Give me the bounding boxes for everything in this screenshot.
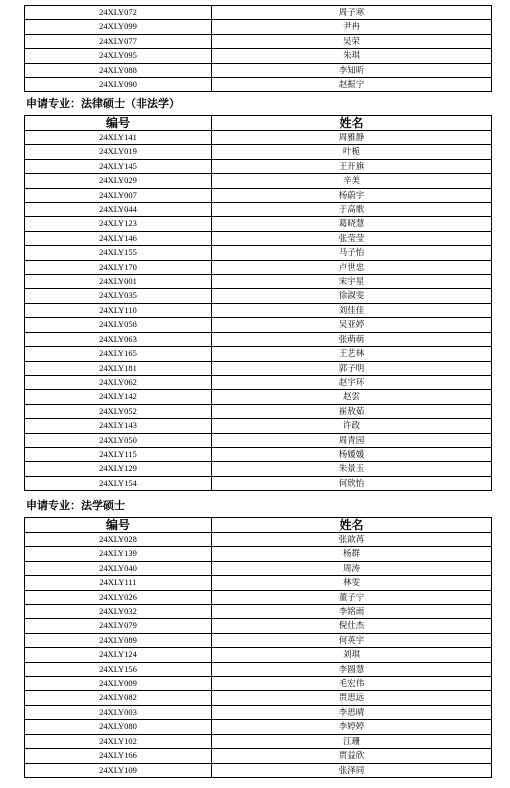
cell-name: 贾思远	[212, 691, 492, 705]
table-row	[25, 662, 492, 676]
cell-id: 24XLY072	[25, 6, 212, 20]
table-row	[25, 462, 492, 476]
cell-name: 杨媛媛	[212, 447, 492, 461]
cell-name: 许政	[212, 419, 492, 433]
table-row	[25, 303, 492, 317]
table-row	[25, 131, 492, 145]
table-row	[25, 34, 492, 48]
table-row	[25, 691, 492, 705]
cell-name: 林雯	[212, 576, 492, 590]
cell-id: 24XLY110	[25, 303, 212, 317]
cell-id: 24XLY009	[25, 677, 212, 691]
cell-name: 张歆苒	[212, 533, 492, 547]
section-heading-law-master-non-law: 申请专业：法律硕士（非法学）	[26, 97, 180, 110]
table-row	[25, 78, 492, 92]
table-row	[25, 404, 492, 418]
cell-id: 24XLY154	[25, 476, 212, 490]
cell-id: 24XLY088	[25, 63, 212, 77]
table-row	[25, 347, 492, 361]
cell-id: 24XLY155	[25, 246, 212, 260]
table-body	[25, 116, 492, 491]
cell-id: 24XLY139	[25, 547, 212, 561]
table-row	[25, 720, 492, 734]
cell-id: 24XLY123	[25, 217, 212, 231]
cell-id: 24XLY032	[25, 605, 212, 619]
cell-name: 倪仕杰	[212, 619, 492, 633]
cell-id: 24XLY129	[25, 462, 212, 476]
cell-name: 郭子明	[212, 361, 492, 375]
cell-name: 吴亚婷	[212, 318, 492, 332]
cell-name: 吴荣	[212, 34, 492, 48]
cell-id: 24XLY040	[25, 561, 212, 575]
table-row	[25, 260, 492, 274]
table-row	[25, 174, 492, 188]
cell-id: 24XLY095	[25, 49, 212, 63]
cell-id: 24XLY044	[25, 203, 212, 217]
table-row	[25, 318, 492, 332]
table-row	[25, 332, 492, 346]
cell-name: 张泽同	[212, 763, 492, 777]
cell-id: 24XLY143	[25, 419, 212, 433]
cell-id: 24XLY019	[25, 145, 212, 159]
column-header-name: 姓名	[212, 116, 492, 131]
table-row	[25, 763, 492, 777]
table-row	[25, 605, 492, 619]
table-row	[25, 576, 492, 590]
cell-id: 24XLY082	[25, 691, 212, 705]
cell-name: 葛晓慧	[212, 217, 492, 231]
cell-name: 杨蔚宇	[212, 188, 492, 202]
cell-name: 徐淑雯	[212, 289, 492, 303]
table-row	[25, 231, 492, 245]
table-row	[25, 749, 492, 763]
table-row	[25, 547, 492, 561]
cell-id: 24XLY050	[25, 433, 212, 447]
table-row	[25, 476, 492, 490]
table-header-row	[25, 116, 492, 131]
cell-id: 24XLY146	[25, 231, 212, 245]
cell-id: 24XLY026	[25, 590, 212, 604]
table-row	[25, 246, 492, 260]
table-row	[25, 419, 492, 433]
table-body	[25, 518, 492, 778]
table-row	[25, 20, 492, 34]
table-row	[25, 49, 492, 63]
cell-name: 周涛	[212, 561, 492, 575]
cell-id: 24XLY029	[25, 174, 212, 188]
cell-name: 马子怡	[212, 246, 492, 260]
cell-name: 王开旗	[212, 159, 492, 173]
table-row	[25, 275, 492, 289]
cell-name: 朱琪	[212, 49, 492, 63]
cell-id: 24XLY062	[25, 375, 212, 389]
cell-name: 崔敖茹	[212, 404, 492, 418]
table-header-row	[25, 518, 492, 533]
admission-table-master-of-laws	[24, 517, 492, 778]
table-row	[25, 447, 492, 461]
column-header-id: 编号	[25, 518, 212, 533]
cell-name: 赵雲	[212, 390, 492, 404]
cell-id: 24XLY166	[25, 749, 212, 763]
table-row	[25, 705, 492, 719]
cell-name: 李知昕	[212, 63, 492, 77]
cell-name: 何欣怡	[212, 476, 492, 490]
cell-name: 朱景玉	[212, 462, 492, 476]
cell-name: 刘琪	[212, 648, 492, 662]
table-row	[25, 433, 492, 447]
table-row	[25, 619, 492, 633]
cell-id: 24XLY007	[25, 188, 212, 202]
table-row	[25, 561, 492, 575]
cell-id: 24XLY165	[25, 347, 212, 361]
cell-name: 张莹莹	[212, 231, 492, 245]
table-row	[25, 203, 492, 217]
cell-id: 24XLY142	[25, 390, 212, 404]
cell-name: 王艺林	[212, 347, 492, 361]
cell-id: 24XLY080	[25, 720, 212, 734]
table-row	[25, 289, 492, 303]
cell-name: 周雅静	[212, 131, 492, 145]
cell-name: 于高歌	[212, 203, 492, 217]
cell-id: 24XLY003	[25, 705, 212, 719]
cell-name: 周子寒	[212, 6, 492, 20]
cell-id: 24XLY156	[25, 662, 212, 676]
column-header-id: 编号	[25, 116, 212, 131]
cell-id: 24XLY079	[25, 619, 212, 633]
cell-id: 24XLY090	[25, 78, 212, 92]
cell-name: 李婷婷	[212, 720, 492, 734]
table-row	[25, 145, 492, 159]
cell-id: 24XLY141	[25, 131, 212, 145]
cell-id: 24XLY028	[25, 533, 212, 547]
cell-id: 24XLY115	[25, 447, 212, 461]
cell-name: 辛美	[212, 174, 492, 188]
cell-name: 卢世忠	[212, 260, 492, 274]
table-row	[25, 188, 492, 202]
admission-table-continued	[24, 5, 492, 92]
cell-id: 24XLY077	[25, 34, 212, 48]
table-row	[25, 533, 492, 547]
cell-id: 24XLY181	[25, 361, 212, 375]
table-row	[25, 648, 492, 662]
cell-name: 贾益欣	[212, 749, 492, 763]
cell-name: 赵宇环	[212, 375, 492, 389]
cell-name: 尹冉	[212, 20, 492, 34]
cell-name: 毛宏伟	[212, 677, 492, 691]
table-row	[25, 6, 492, 20]
cell-name: 宋宇星	[212, 275, 492, 289]
cell-name: 张萌萌	[212, 332, 492, 346]
cell-name: 赵振宁	[212, 78, 492, 92]
section-heading-master-of-laws: 申请专业：法学硕士	[26, 499, 125, 512]
cell-id: 24XLY063	[25, 332, 212, 346]
table-row	[25, 390, 492, 404]
column-header-name: 姓名	[212, 518, 492, 533]
table-body	[25, 6, 492, 92]
cell-name: 李铭雨	[212, 605, 492, 619]
table-row	[25, 677, 492, 691]
cell-name: 李圆慧	[212, 662, 492, 676]
cell-name: 何英宇	[212, 633, 492, 647]
cell-name: 董子宁	[212, 590, 492, 604]
cell-id: 24XLY145	[25, 159, 212, 173]
cell-name: 周青园	[212, 433, 492, 447]
cell-id: 24XLY111	[25, 576, 212, 590]
table-row	[25, 633, 492, 647]
cell-name: 杨群	[212, 547, 492, 561]
cell-id: 24XLY035	[25, 289, 212, 303]
cell-id: 24XLY170	[25, 260, 212, 274]
cell-id: 24XLY089	[25, 633, 212, 647]
cell-id: 24XLY058	[25, 318, 212, 332]
cell-name: 刘佳佳	[212, 303, 492, 317]
cell-id: 24XLY099	[25, 20, 212, 34]
cell-id: 24XLY001	[25, 275, 212, 289]
table-row	[25, 63, 492, 77]
cell-id: 24XLY052	[25, 404, 212, 418]
table-row	[25, 590, 492, 604]
table-row	[25, 375, 492, 389]
cell-name: 叶栀	[212, 145, 492, 159]
cell-id: 24XLY124	[25, 648, 212, 662]
table-row	[25, 361, 492, 375]
cell-id: 24XLY109	[25, 763, 212, 777]
cell-id: 24XLY102	[25, 734, 212, 748]
table-row	[25, 217, 492, 231]
cell-name: 江珊	[212, 734, 492, 748]
cell-name: 李思晴	[212, 705, 492, 719]
table-row	[25, 734, 492, 748]
table-row	[25, 159, 492, 173]
admission-table-law-master-non-law	[24, 115, 492, 491]
